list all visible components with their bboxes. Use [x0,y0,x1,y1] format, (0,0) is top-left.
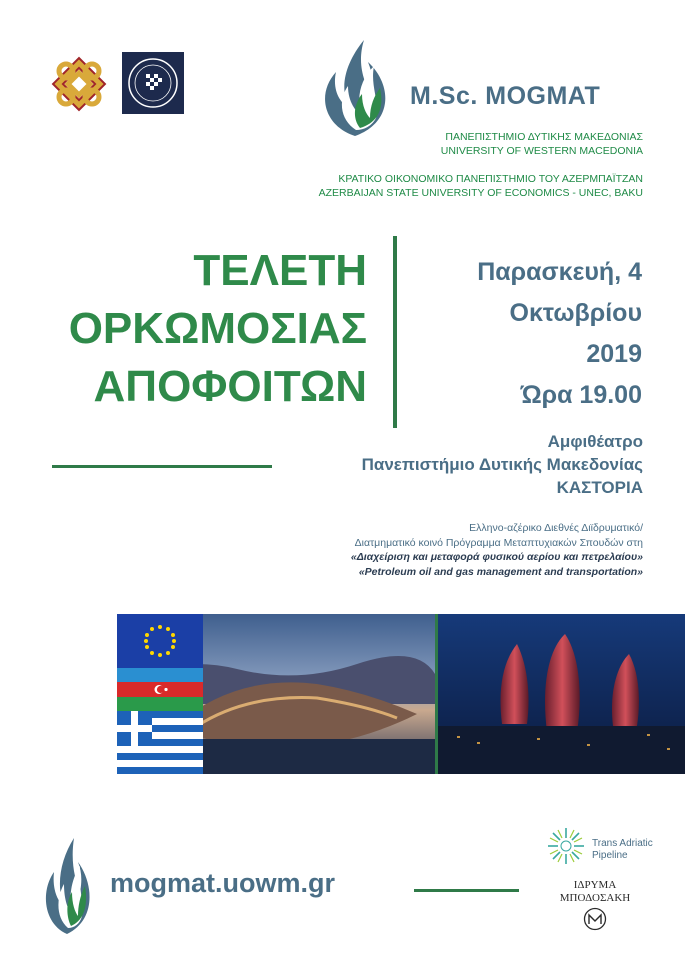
sponsor-bodossaki-name [558,879,632,905]
sponsor-tap-line: Pipeline [592,850,628,861]
ceremony-title-line: ΟΡΚΩΜΟΣΙΑΣ [68,304,367,353]
sponsor-tap-name [592,838,653,862]
description-line: Διατμηματικό κοινό Πρόγραμμα Μεταπτυχιακών Σπουδών στη [354,536,643,549]
description-line: Ελληνο-αζέρικο Διεθνές Διϊδρυματικό/ [469,522,643,534]
university-uowm-greek: ΠΑΝΕΠΙΣΤΗΜΙΟ ΔΥΤΙΚΗΣ ΜΑΚΕΔΟΝΙΑΣ [445,131,643,143]
event-year: 2019 [586,340,642,368]
unec-seal-icon [122,52,184,114]
program-title: M.Sc. MOGMAT [410,82,601,110]
program-description [351,521,643,579]
venue-university: Πανεπιστήμιο Δυτικής Μακεδονίας [361,455,643,474]
ceremony-title-line: ΑΠΟΦΟΙΤΩΝ [93,362,367,411]
event-day: Παρασκευή, 4 [477,258,642,286]
description-program-greek: «Διαχείριση και μεταφορά φυσικού αερίου και πετρελαίου» [350,551,643,563]
venue-city: ΚΑΣΤΟΡΙΑ [556,478,643,497]
ceremony-title [69,242,367,416]
flame-logo-icon [310,32,400,140]
tap-logo-icon [546,826,586,866]
event-time: Ώρα 19.00 [520,381,642,409]
knot-logo-icon [50,55,108,113]
university-unec-english: AZERBAIJAN STATE UNIVERSITY OF ECONOMICS - UNEC, BAKU [318,187,643,199]
event-date [420,252,642,416]
university-unec-greek: ΚΡΑΤΙΚΟ ΟΙΚΟΝΟΜΙΚΟ ΠΑΝΕΠΙΣΤΗΜΙΟ ΤΟΥ ΑΖΕΡΜΠΑΪΤΖΑΝ [338,173,643,185]
sponsor-bodossaki-line: ΜΠΟΔΟΣΑΚΗ [559,892,631,904]
university-unec [319,172,643,200]
flame-logo-icon [38,832,96,937]
greece-flag-icon [117,711,203,774]
university-uowm [441,130,643,158]
eu-flag-icon [117,614,203,668]
description-program-english: «Petroleum oil and gas management and transportation» [358,565,643,578]
azerbaijan-flag-icon [117,668,203,711]
event-venue [362,430,643,499]
horizontal-divider [414,889,519,892]
sponsor-tap-line: Trans Adriatic [592,838,653,849]
ceremony-title-line: ΤΕΛΕΤΗ [193,246,367,295]
venue-hall: Αμφιθέατρο [547,432,643,451]
bodossaki-logo-icon [583,907,607,931]
event-month: Οκτωβρίου [509,299,642,327]
photo-banner [117,614,685,774]
university-uowm-english: UNIVERSITY OF WESTERN MACEDONIA [440,145,643,157]
horizontal-divider [52,465,272,468]
sponsor-bodossaki-line: ΙΔΡΥΜΑ [573,879,617,891]
website-link[interactable]: mogmat.uowm.gr [110,868,336,898]
vertical-divider [393,236,397,428]
